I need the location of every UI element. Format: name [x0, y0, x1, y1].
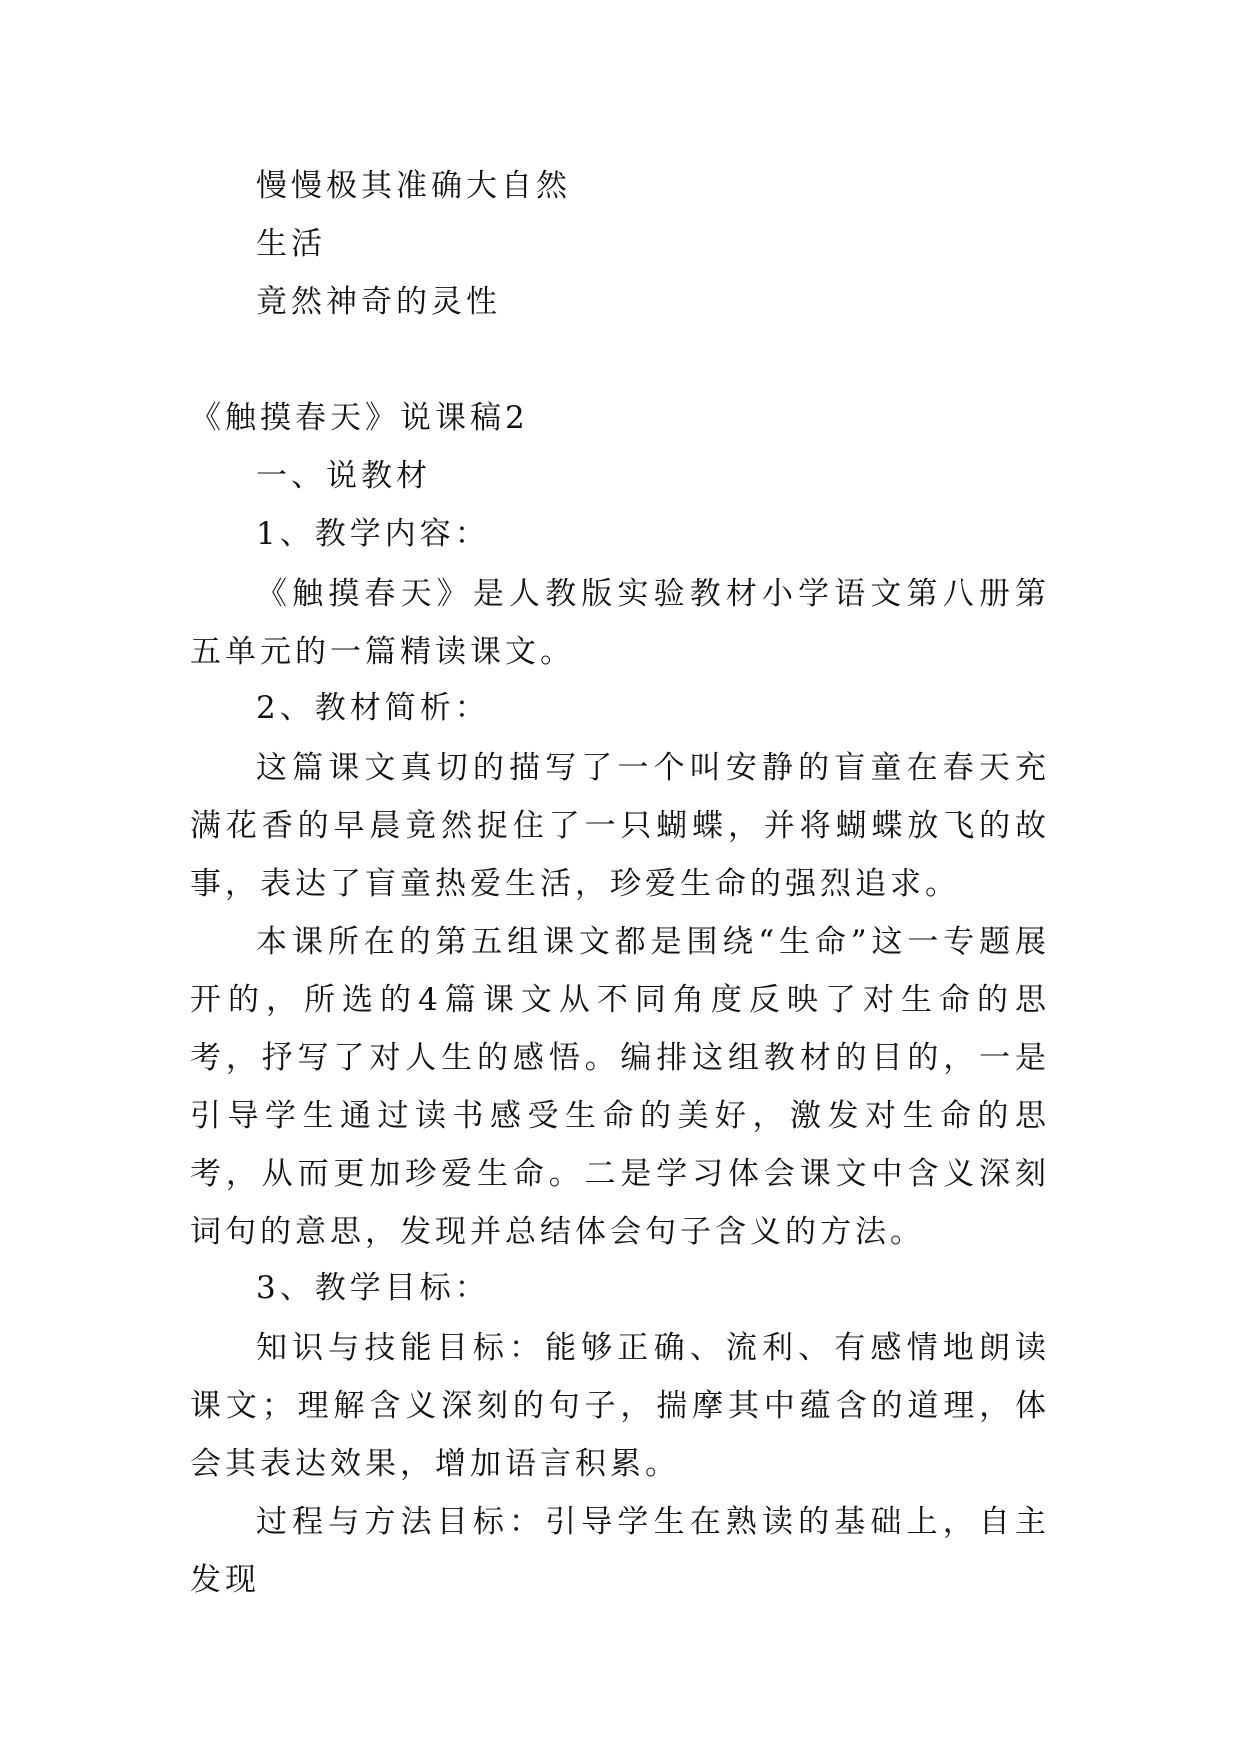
- document-title: 《触摸春天》说课稿2: [190, 400, 529, 436]
- word-line-3: 竟然神奇的灵性: [256, 284, 501, 320]
- item-heading-teaching-content: 1、教学内容：: [256, 516, 490, 552]
- item-heading-teaching-goals: 3、教学目标：: [256, 1270, 490, 1306]
- paragraph-knowledge-skill-goal: 知识与技能目标：能够正确、流利、有感情地朗读课文；理解含义深刻的句子，揣摩其中蕴含的道理，体会其表达效果，增加语言积累。: [190, 1330, 1050, 1482]
- paragraph-material-analysis-2: 本课所在的第五组课文都是围绕“生命”这一专题展开的，所选的4篇课文从不同角度反映了对生命的思考，抒写了对人生的感悟。编排这组教材的目的，一是引导学生通过读书感受生命的美好，激发对生命的思考，从而更加珍爱生命。二是学习体会课文中含义深刻词句的意思，发现并总结体会句子含义的方法。: [190, 924, 1050, 1250]
- section-heading-teaching-material: 一、说教材: [256, 458, 431, 494]
- paragraph-teaching-content: 《触摸春天》是人教版实验教材小学语文第八册第五单元的一篇精读课文。: [190, 576, 1050, 670]
- paragraph-process-method-goal: 过程与方法目标：引导学生在熟读的基础上，自主发现: [190, 1504, 1050, 1598]
- paragraph-material-analysis-1: 这篇课文真切的描写了一个叫安静的盲童在春天充满花香的早晨竟然捉住了一只蝴蝶，并将蝴蝶放飞的故事，表达了盲童热爱生活，珍爱生命的强烈追求。: [190, 750, 1050, 902]
- item-heading-material-analysis: 2、教材简析：: [256, 690, 490, 726]
- word-line-2: 生活: [256, 226, 326, 262]
- word-line-1: 慢慢极其准确大自然: [256, 168, 571, 204]
